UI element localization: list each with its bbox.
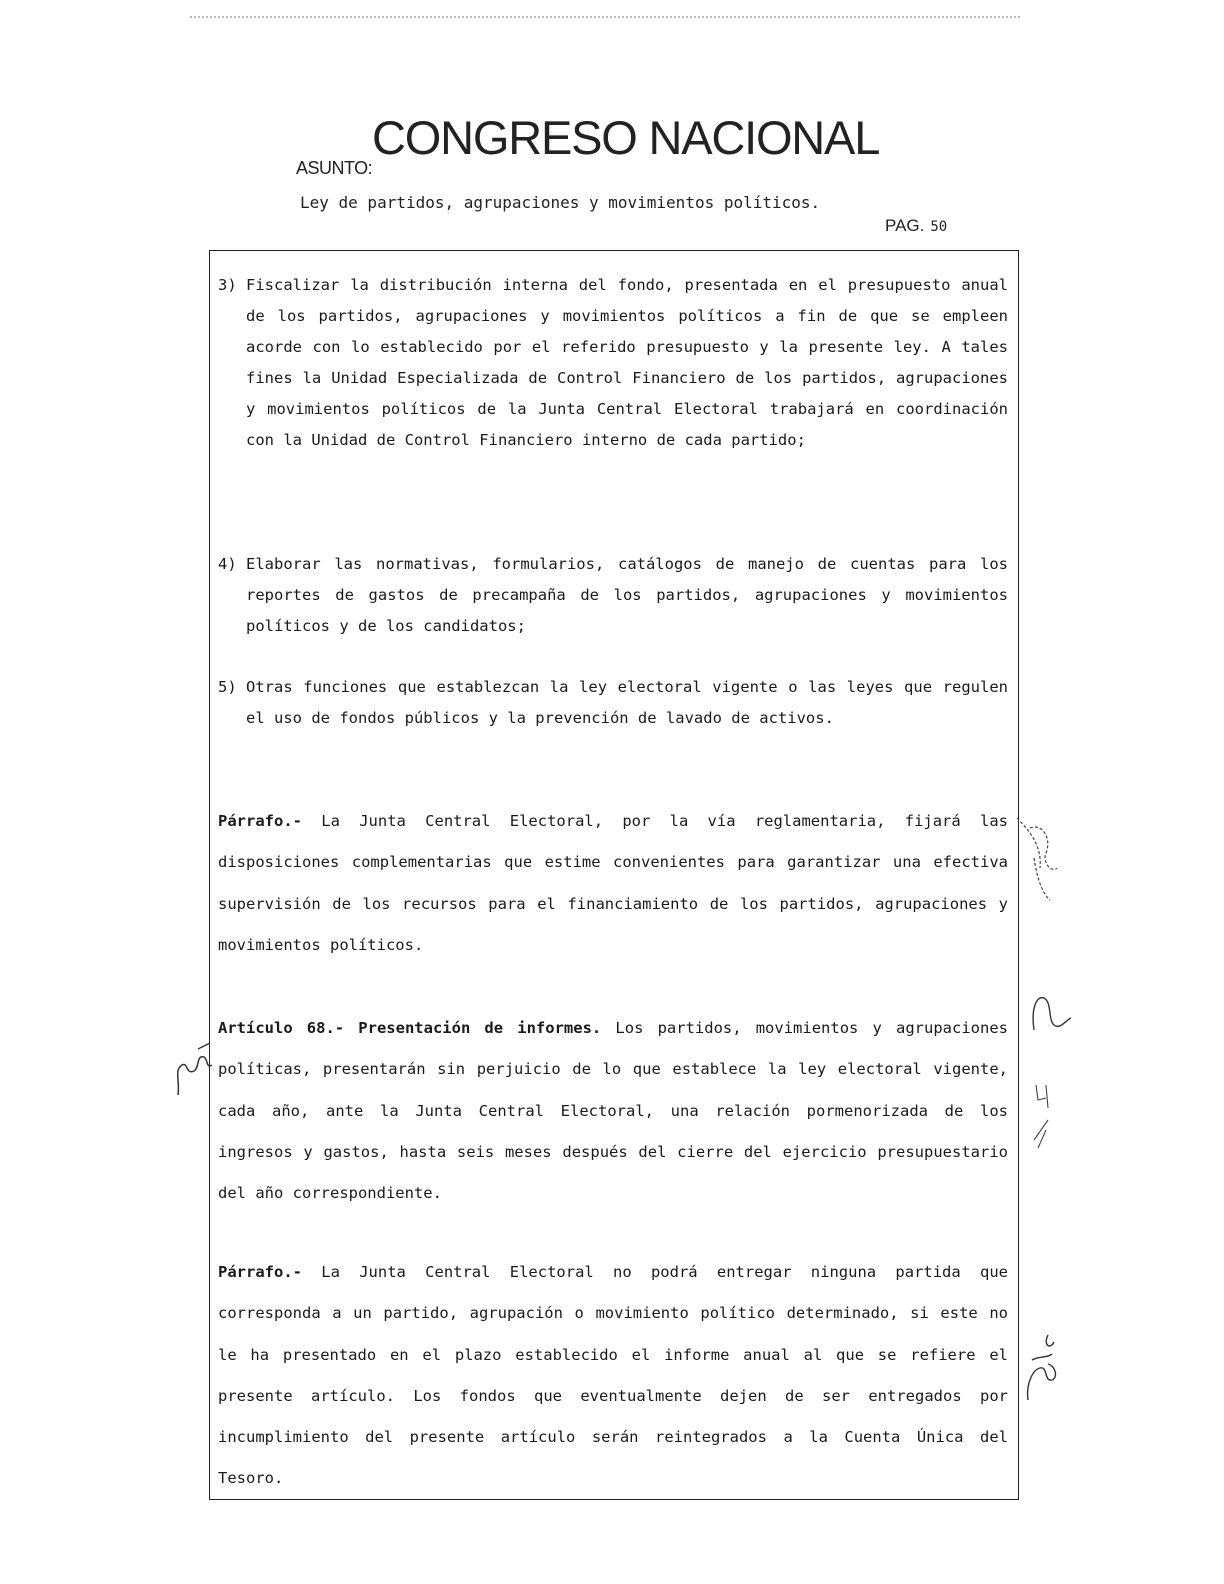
handwritten-signature-mark (168, 1035, 218, 1100)
handwritten-initial-mark (1026, 990, 1076, 1035)
item-text: Elaborar las normativas, formularios, catálogos de manejo de cuentas para los reportes de gastos de precampaña de los partidos, agrupaciones y movimientos políticos y de los candidatos; (246, 555, 1008, 635)
page-number: 50 (930, 219, 948, 235)
paragraph (218, 1252, 1008, 1500)
item-text: Otras funciones que establezcan la ley electoral vigente o las leyes que regulen el uso de fondos públicos y la prevención de lavado de activos. (246, 678, 1008, 727)
item-number: 3) (218, 276, 237, 294)
paragraph-text: La Junta Central Electoral, por la vía reglamentaria, fijará las disposiciones complementarias que estime convenientes para garantizar una efectiva supervisión de los recursos para el financiamiento de los partidos, agrupaciones y movimientos políticos. (218, 812, 1008, 954)
asunto-label: ASUNTO: (296, 158, 373, 178)
list-item (218, 672, 1008, 734)
list-item (218, 549, 1008, 642)
paragraph-text: La Junta Central Electoral no podrá entregar ninguna partida que corresponda a un partido, agrupación o movimiento político determinado, si este no le ha presentado en el plazo establecido el informe anual al que se refiere el presente artículo. Los fondos que eventualmente dejen de ser entregados por incumplimiento del presente artículo serán reintegrados a la Cuenta Única del Tesoro. (218, 1263, 1008, 1488)
item-text: Fiscalizar la distribución interna del fondo, presentada en el presupuesto anual de los partidos, agrupaciones y movimientos políticos a fin de que se empleen acorde con lo establecido por el referido presupuesto y la presente ley. A tales fines la Unidad Especializada de Control Financiero de los partidos, agrupaciones y movimientos políticos de la Junta Central Electoral trabajará en coordinación con la Unidad de Control Financiero interno de cada partido; (246, 276, 1008, 449)
paragraph-heading: Párrafo.- (218, 1263, 302, 1281)
handwritten-initial-mark (1012, 808, 1072, 903)
paragraph-heading: Párrafo.- (218, 812, 302, 830)
article-68 (218, 1008, 1008, 1214)
list-item (218, 270, 1008, 456)
handwritten-initial-mark (1018, 1330, 1063, 1405)
page-indicator (885, 216, 947, 236)
item-number: 4) (218, 555, 237, 573)
page-title: CONGRESO NACIONAL (372, 111, 880, 164)
item-number: 5) (218, 678, 237, 696)
article-heading: Artículo 68.- Presentación de informes. (218, 1019, 602, 1037)
page-header (0, 0, 1224, 250)
handwritten-initial-mark (1026, 1080, 1056, 1150)
article-text: Los partidos, movimientos y agrupaciones políticas, presentarán sin perjuicio de lo que establece la ley electoral vigente, cada año, ante la Junta Central Electoral, una relación pormenorizada de los ingresos y gastos, hasta seis meses después del cierre del ejercicio presupuestario del año correspondiente. (218, 1019, 1008, 1203)
paragraph (218, 801, 1008, 966)
page-label: PAG. (885, 216, 925, 235)
document-subject: Ley de partidos, agrupaciones y movimientos políticos. (300, 193, 821, 212)
